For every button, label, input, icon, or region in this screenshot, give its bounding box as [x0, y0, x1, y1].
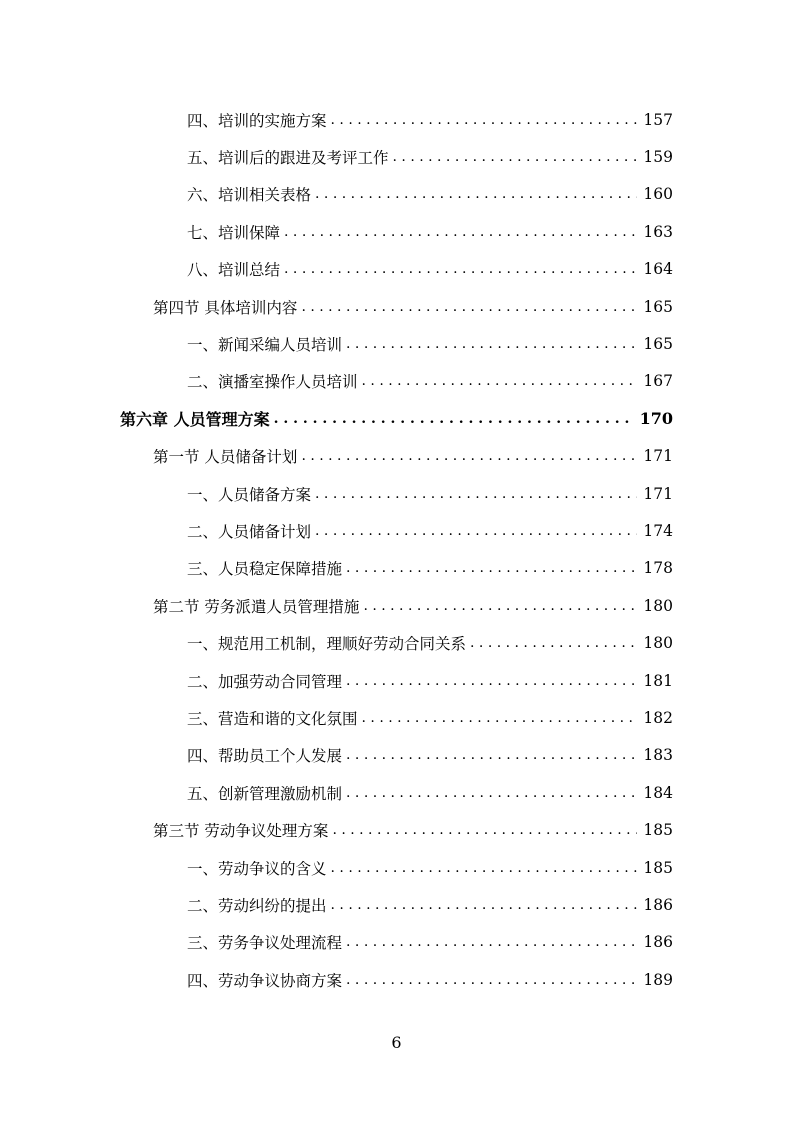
toc-dot-leader: [346, 337, 637, 351]
toc-entry[interactable]: [0, 288, 793, 325]
toc-entry-page: 189: [643, 970, 673, 989]
toc-entry[interactable]: [0, 176, 793, 213]
toc-entry-title: 四、劳动争议协商方案: [187, 971, 343, 990]
toc-entry[interactable]: [0, 811, 793, 848]
toc-dot-leader: [332, 823, 637, 837]
toc-dot-leader: [346, 973, 637, 987]
toc-dot-leader: [393, 150, 638, 164]
toc-entry-title: 三、人员稳定保障措施: [187, 560, 343, 579]
toc-dot-leader: [301, 300, 637, 314]
toc-entry[interactable]: [0, 961, 793, 998]
toc-dot-leader: [315, 187, 637, 201]
toc-dot-leader: [362, 374, 638, 388]
toc-entry[interactable]: [0, 138, 793, 175]
toc-entry-page: 171: [643, 484, 673, 503]
toc-entry-title: 二、加强劳动合同管理: [187, 672, 343, 691]
toc-entry-title: 二、劳动纠纷的提出: [187, 896, 327, 915]
toc-entry[interactable]: [0, 550, 793, 587]
toc-entry[interactable]: [0, 737, 793, 774]
toc-entry-page: 186: [643, 933, 673, 952]
toc-entry[interactable]: [0, 699, 793, 736]
toc-entry[interactable]: [0, 251, 793, 288]
toc-dot-leader: [346, 935, 637, 949]
toc-entry-page: 159: [643, 148, 673, 167]
toc-entry[interactable]: [0, 849, 793, 886]
toc-dot-leader: [470, 636, 637, 650]
toc-dot-leader: [346, 561, 637, 575]
toc-dot-leader: [315, 487, 637, 501]
toc-entry-title: 四、培训的实施方案: [187, 111, 327, 130]
toc-dot-leader: [301, 449, 637, 463]
toc-entry-page: 157: [643, 110, 673, 129]
toc-entry-title: 第四节 具体培训内容: [153, 298, 298, 317]
toc-entry[interactable]: [0, 101, 793, 138]
toc-entry-page: 170: [639, 409, 673, 429]
toc-entry-title: 一、劳动争议的含义: [187, 859, 327, 878]
toc-dot-leader: [284, 225, 637, 239]
toc-dot-leader: [363, 599, 637, 613]
toc-dot-leader: [346, 674, 637, 688]
page-number: 6: [391, 1033, 402, 1052]
toc-entry-page: 183: [643, 746, 673, 765]
toc-entry[interactable]: [0, 512, 793, 549]
toc-entry-page: 163: [643, 222, 673, 241]
toc-entry[interactable]: [0, 438, 793, 475]
toc-entry-title: 三、劳务争议处理流程: [187, 934, 343, 953]
toc-entry[interactable]: [0, 363, 793, 400]
toc-entry-title: 七、培训保障: [187, 223, 281, 242]
toc-entry-page: 185: [643, 821, 673, 840]
toc-entry-title: 三、营造和谐的文化氛围: [187, 709, 358, 728]
toc-dot-leader: [346, 748, 637, 762]
toc-dot-leader: [315, 524, 637, 538]
toc-entry-page: 164: [643, 260, 673, 279]
toc-entry-title: 一、人员储备方案: [187, 485, 312, 504]
toc-entry-page: 178: [643, 559, 673, 578]
toc-entry-page: 182: [643, 708, 673, 727]
table-of-contents: [0, 101, 793, 998]
toc-entry-title: 五、培训后的跟进及考评工作: [187, 149, 389, 168]
toc-entry-title: 二、人员储备计划: [187, 522, 312, 541]
toc-entry-title: 第一节 人员储备计划: [153, 448, 298, 467]
toc-entry[interactable]: [0, 662, 793, 699]
toc-entry[interactable]: [0, 475, 793, 512]
toc-entry-title: 八、培训总结: [187, 261, 281, 280]
toc-entry[interactable]: [0, 213, 793, 250]
toc-entry-page: 180: [643, 634, 673, 653]
toc-entry-title: 二、演播室操作人员培训: [187, 373, 358, 392]
toc-entry-title: 六、培训相关表格: [187, 186, 312, 205]
toc-dot-leader: [346, 786, 637, 800]
toc-entry-page: 181: [643, 671, 673, 690]
toc-entry-page: 186: [643, 895, 673, 914]
toc-dot-leader: [362, 711, 638, 725]
toc-entry-page: 165: [643, 297, 673, 316]
toc-entry-page: 171: [643, 447, 673, 466]
toc-entry[interactable]: [0, 587, 793, 624]
toc-entry[interactable]: [0, 886, 793, 923]
toc-entry[interactable]: [0, 924, 793, 961]
toc-entry-title: 四、帮助员工个人发展: [187, 747, 343, 766]
toc-entry[interactable]: [0, 325, 793, 362]
toc-entry-title: 第三节 劳动争议处理方案: [153, 822, 329, 841]
toc-entry-page: 185: [643, 858, 673, 877]
toc-entry-title: 第六章 人员管理方案: [120, 410, 270, 430]
toc-entry-page: 174: [643, 521, 673, 540]
toc-entry-page: 180: [643, 596, 673, 615]
toc-entry-page: 167: [643, 372, 673, 391]
toc-dot-leader: [331, 113, 638, 127]
toc-dot-leader: [284, 262, 637, 276]
toc-dot-leader: [274, 412, 634, 426]
toc-entry[interactable]: [0, 400, 793, 437]
toc-entry[interactable]: [0, 624, 793, 661]
toc-entry-title: 五、创新管理激励机制: [187, 784, 343, 803]
toc-entry[interactable]: [0, 774, 793, 811]
toc-dot-leader: [331, 898, 638, 912]
toc-entry-title: 一、新闻采编人员培训: [187, 336, 343, 355]
toc-entry-title: 一、规范用工机制，理顺好劳动合同关系: [187, 635, 467, 654]
toc-entry-page: 160: [643, 185, 673, 204]
toc-dot-leader: [331, 861, 638, 875]
toc-entry-page: 184: [643, 783, 673, 802]
toc-entry-title: 第二节 劳务派遣人员管理措施: [153, 597, 360, 616]
toc-entry-page: 165: [643, 335, 673, 354]
